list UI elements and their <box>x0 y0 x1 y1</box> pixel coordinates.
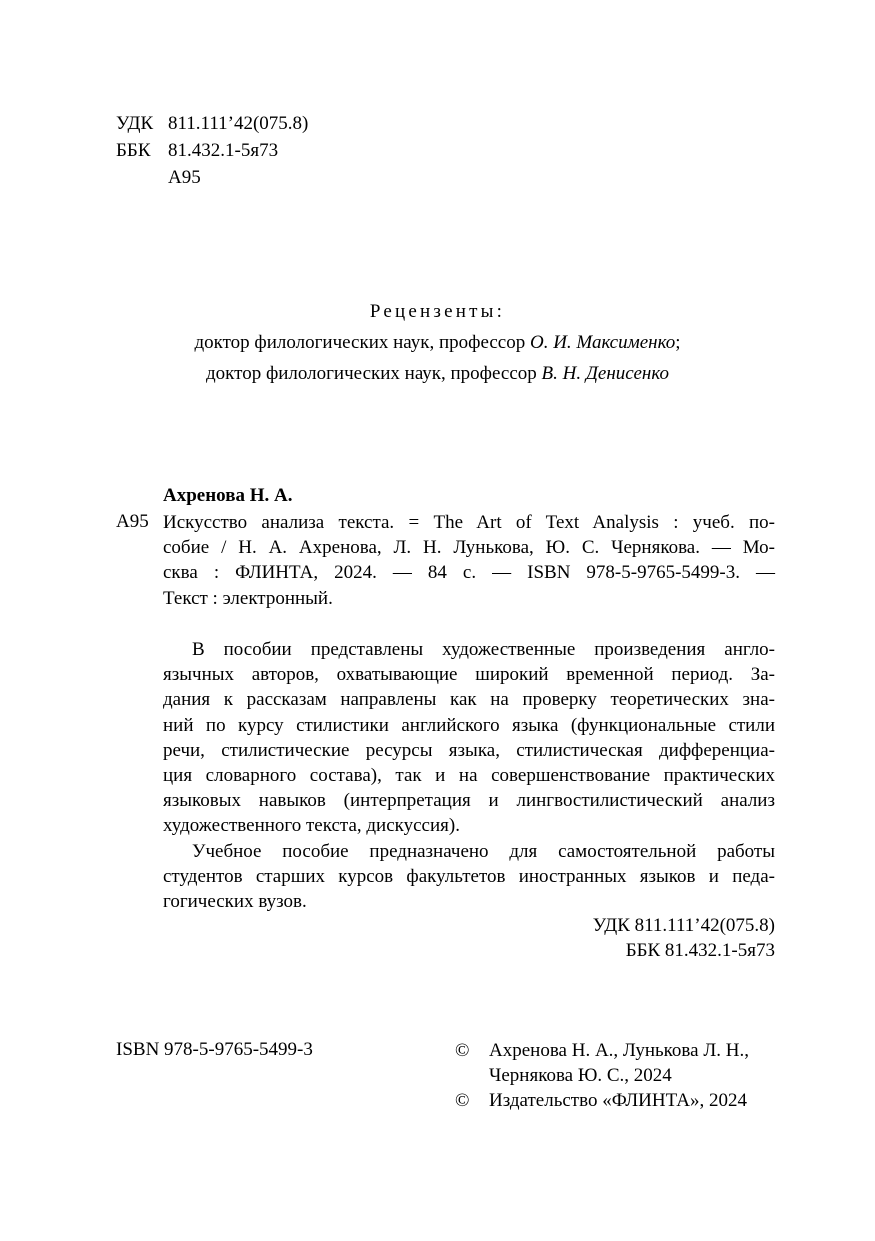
abstract-line: ция словарного состава), так и на совершенствование практических <box>163 764 775 786</box>
reviewer-line <box>100 358 775 389</box>
abstract-line: В пособии представлены художественные произведения англо- <box>192 639 775 660</box>
entry-line: Текст : электронный. <box>163 587 333 609</box>
reviewer-line <box>100 327 775 358</box>
bibliographic-entry <box>163 510 775 611</box>
udk-code-right: УДК 811.111’42(075.8) <box>592 915 775 936</box>
reviewers-block <box>100 296 775 389</box>
bbk-code-right: ББК 81.432.1-5я73 <box>625 940 775 961</box>
copyright-text: Ахренова Н. А., Лунькова Л. Н., <box>489 1040 749 1061</box>
abstract-line: Учебное пособие предназначено для самостоятельной работы <box>192 840 775 862</box>
entry-line: Искусство анализа текста. = The Art of Text Analysis : учеб. по- <box>163 512 775 533</box>
author-sign-top: А95 <box>168 167 201 188</box>
bbk-value: 81.432.1-5я73 <box>168 140 279 161</box>
copyright-block <box>455 1038 749 1113</box>
copyright-line <box>455 1063 749 1088</box>
reviewer-title: доктор филологических наук, профессор <box>194 332 526 353</box>
abstract-line: художественного текста, дискуссия). <box>163 815 460 837</box>
bbk-code-top <box>116 139 278 163</box>
reviewer-punct: ; <box>675 332 681 353</box>
abstract-line: гогических вузов. <box>163 890 307 912</box>
abstract-line: дания к рассказам направлены как на проверку теоретических зна- <box>163 689 775 711</box>
reviewer-name: О. И. Максименко <box>529 332 676 353</box>
udk-label: УДК <box>116 113 154 134</box>
abstract-line: язычных авторов, охватывающие широкий временной период. За- <box>163 664 775 686</box>
bbk-label: ББК <box>116 140 151 161</box>
copyright-line <box>455 1038 749 1063</box>
entry-line: собие / Н. А. Ахренова, Л. Н. Лунькова, Ю. С. Чернякова. — Мо- <box>163 537 775 559</box>
copyright-line <box>455 1088 749 1113</box>
abstract <box>163 637 775 914</box>
abstract-line: ний по курсу стилистики английского языка (функциональные стили <box>163 714 775 736</box>
entry-author: Ахренова Н. А. <box>163 485 293 506</box>
reviewers-heading: Рецензенты: <box>369 301 506 322</box>
abstract-line: студентов старших курсов факультетов иностранных языков и педа- <box>163 865 775 887</box>
copyright-icon: © <box>455 1090 470 1111</box>
udk-value: 811.111’42(075.8) <box>168 113 309 134</box>
reviewer-title: доктор филологических наук, профессор <box>206 363 537 384</box>
copyright-icon: © <box>455 1040 470 1061</box>
isbn: ISBN 978-5-9765-5499-3 <box>116 1039 313 1060</box>
copyright-text: Издательство «ФЛИНТА», 2024 <box>489 1090 747 1111</box>
classification-codes-right <box>475 913 775 963</box>
abstract-line: языковых навыков (интерпретация и лингвостилистический анализ <box>163 790 775 812</box>
reviewer-name: В. Н. Денисенко <box>541 363 669 384</box>
entry-line: сква : ФЛИНТА, 2024. — 84 с. — ISBN 978-5-9765-5499-3. — <box>163 562 775 584</box>
abstract-line: речи, стилистические ресурсы языка, стилистическая дифференциа- <box>163 739 775 761</box>
copyright-text: Чернякова Ю. С., 2024 <box>489 1065 672 1086</box>
udk-code-top <box>116 112 308 136</box>
entry-sign: А95 <box>116 511 149 532</box>
